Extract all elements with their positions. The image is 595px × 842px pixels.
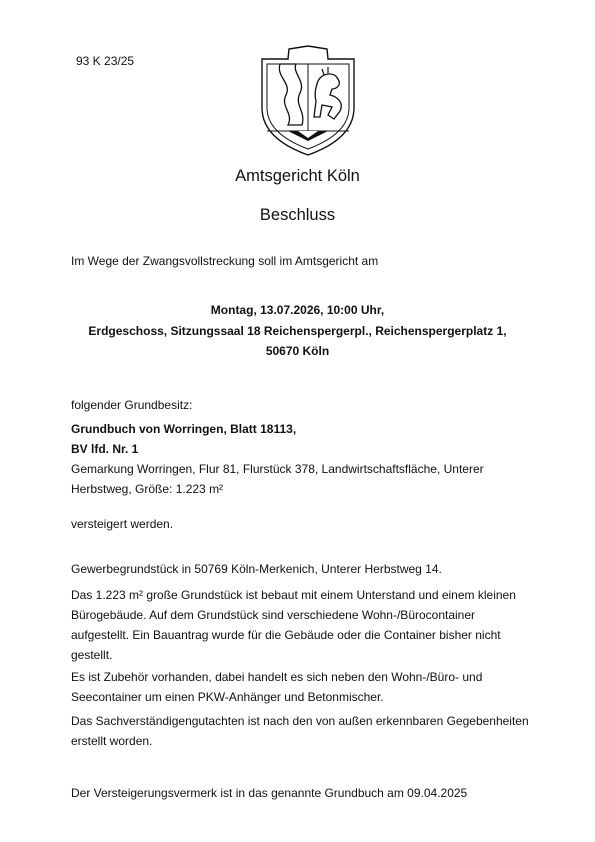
- property-label: folgender Grundbesitz:: [71, 398, 193, 412]
- case-number: 93 K 23/25: [76, 54, 135, 68]
- inventory-number: BV lfd. Nr. 1: [71, 442, 139, 456]
- auction-date-block: [60, 300, 535, 362]
- accessories-note: Es ist Zubehör vorhanden, dabei handelt es sich neben den Wohn-/Büro- und Seecontainer um einen PKW-Anhänger und Betonmischer.: [71, 670, 483, 704]
- document-title: Beschluss: [259, 206, 336, 224]
- court-name: Amtsgericht Köln: [235, 167, 360, 185]
- auction-registration-note: Der Versteigerungsvermerk ist in das genannte Grundbuch am 09.04.2025: [71, 786, 468, 800]
- auction-datetime: Montag, 13.07.2026, 10:00 Uhr,: [210, 303, 385, 317]
- coat-of-arms-icon: [258, 45, 358, 157]
- auction-statement: versteigert werden.: [71, 517, 174, 531]
- parcel-line-2: Herbstweg, Größe: 1.223 m²: [71, 482, 224, 496]
- auction-location: Erdgeschoss, Sitzungssaal 18 Reichenspergerpl., Reichenspergerplatz 1,: [88, 323, 507, 338]
- auction-city: 50670 Köln: [265, 344, 330, 358]
- property-description: Das 1.223 m² große Grundstück ist bebaut mit einem Unterstand und einem kleinen Bürogebäude. Auf dem Grundstück sind verschiedene Wohn-/Bürocontainer aufgestellt. Ein Bauantrag wurde für die Gebäude oder die Container bisher nicht gestellt.: [71, 588, 516, 662]
- land-register: Grundbuch von Worringen, Blatt 18113,: [71, 422, 297, 436]
- parcel-line-1: Gemarkung Worringen, Flur 81, Flurstück 378, Landwirtschaftsfläche, Unterer: [71, 462, 484, 476]
- intro-text: Im Wege der Zwangsvollstreckung soll im Amtsgericht am: [71, 254, 379, 268]
- appraisal-note: Das Sachverständigengutachten ist nach den von außen erkennbaren Gegebenheiten erstellt worden.: [71, 714, 529, 748]
- property-address: Gewerbegrundstück in 50769 Köln-Merkenich, Unterer Herbstweg 14.: [71, 562, 442, 576]
